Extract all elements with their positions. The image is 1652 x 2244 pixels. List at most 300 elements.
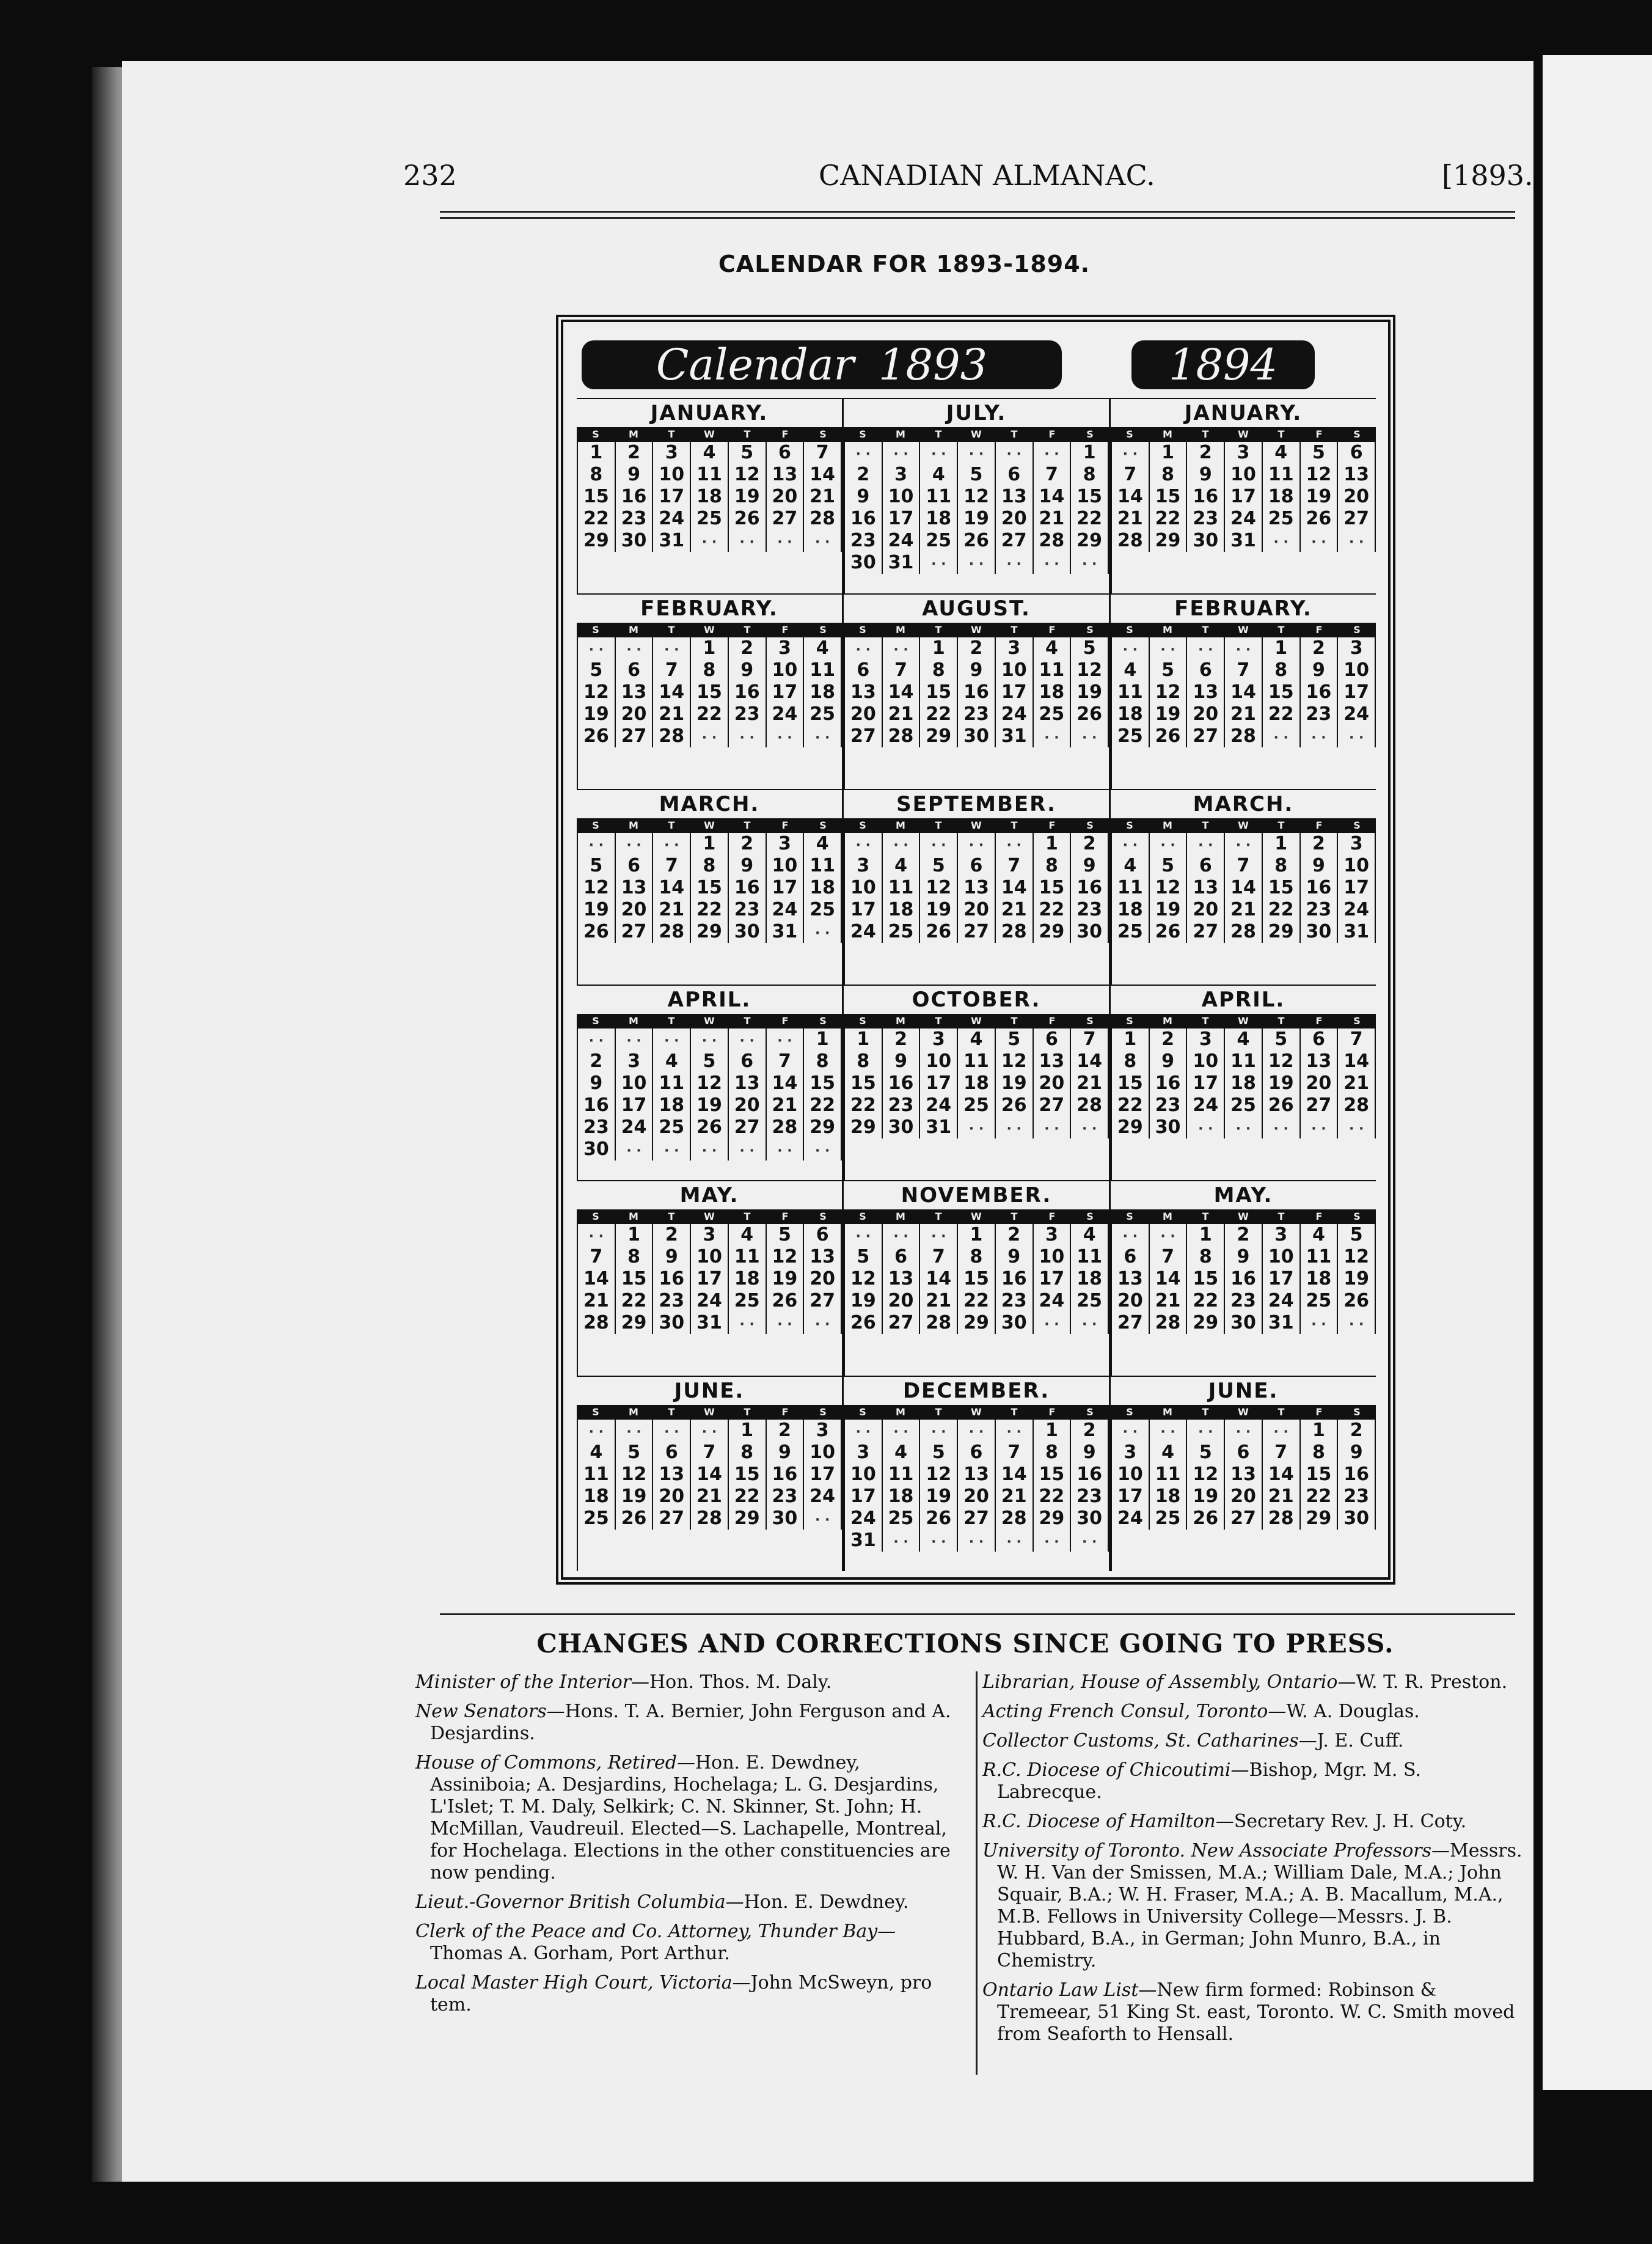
day-number: 6 — [1034, 1028, 1072, 1050]
weekday-row — [1111, 427, 1376, 442]
day-number: 30 — [1338, 1508, 1376, 1530]
day-number: 26 — [616, 1508, 654, 1530]
entry-text: J. E. Cuff. — [1317, 1730, 1404, 1751]
day-number: 3 — [1338, 637, 1376, 659]
weekday-label: W — [971, 428, 982, 440]
day-number: 25 — [578, 1508, 616, 1530]
day-blank — [804, 1138, 842, 1160]
day-number: 5 — [767, 1224, 805, 1246]
day-number: 10 — [691, 1246, 729, 1268]
weekday-label: F — [1315, 624, 1323, 636]
weekday-label: M — [629, 1406, 638, 1418]
day-number: 28 — [883, 725, 921, 747]
day-blank — [767, 1138, 805, 1160]
day-number: 7 — [1071, 1028, 1109, 1050]
day-number: 5 — [1301, 442, 1339, 464]
month-block — [844, 985, 1109, 1180]
weekday-label: W — [704, 624, 715, 636]
day-number: 13 — [1301, 1050, 1339, 1072]
day-number: 1 — [1263, 637, 1301, 659]
day-number: 12 — [996, 1050, 1034, 1072]
day-blank — [1338, 530, 1376, 552]
weekday-label: S — [1353, 1406, 1361, 1418]
month-name: MAY. — [1213, 1183, 1273, 1208]
weekday-label: F — [1048, 624, 1056, 636]
day-number: 2 — [1301, 833, 1339, 855]
day-blank — [804, 530, 842, 552]
weekday-label: W — [1238, 820, 1249, 831]
day-number: 14 — [578, 1268, 616, 1290]
day-number: 14 — [1112, 486, 1150, 508]
day-blank — [845, 833, 883, 855]
day-number: 25 — [1225, 1094, 1263, 1116]
header-rule-2 — [440, 217, 1515, 219]
day-number: 27 — [767, 508, 805, 530]
weekday-label: W — [704, 1015, 715, 1027]
change-entry — [415, 1921, 960, 1965]
day-number: 18 — [1225, 1072, 1263, 1094]
day-number: 1 — [920, 637, 958, 659]
month-name: NOVEMBER. — [901, 1183, 1052, 1208]
entry-text: Hon. E. Dewdney, Assiniboia; A. Desjardins, Hochelaga; L. G. Desjardins, L'Islet; T. M. Daly, Selkirk; C. N. Skinner, St. John; H. McMillan, Vaudreuil. Elected—S. Lachapelle, Montreal, for Hochelaga. Elections in the other constituencies are now pending. — [430, 1752, 951, 1883]
day-number: 12 — [920, 877, 958, 899]
day-number: 26 — [958, 530, 996, 552]
day-number: 24 — [653, 508, 691, 530]
day-blank — [920, 833, 958, 855]
day-number: 7 — [1225, 855, 1263, 877]
day-blank — [653, 1028, 691, 1050]
day-number: 27 — [958, 1508, 996, 1530]
day-number: 11 — [1263, 464, 1301, 486]
day-blank — [767, 725, 805, 747]
day-number: 3 — [1225, 442, 1263, 464]
weekday-label: T — [935, 1015, 942, 1027]
day-blank — [996, 1116, 1034, 1138]
day-number: 1 — [1034, 1420, 1072, 1442]
day-number: 25 — [883, 921, 921, 943]
day-number: 7 — [691, 1442, 729, 1464]
day-number: 2 — [845, 464, 883, 486]
day-blank — [1301, 725, 1339, 747]
day-number: 27 — [616, 725, 654, 747]
day-number: 3 — [691, 1224, 729, 1246]
day-number: 6 — [996, 464, 1034, 486]
weekday-label: T — [935, 428, 942, 440]
day-number: 23 — [845, 530, 883, 552]
day-blank — [1150, 1224, 1188, 1246]
day-number: 22 — [920, 703, 958, 725]
month-block — [577, 789, 842, 985]
day-number: 31 — [1263, 1312, 1301, 1334]
day-blank — [653, 833, 691, 855]
day-number: 2 — [616, 442, 654, 464]
day-number: 1 — [578, 442, 616, 464]
day-blank — [883, 833, 921, 855]
weekday-label: W — [971, 1211, 982, 1222]
day-number: 30 — [767, 1508, 805, 1530]
day-number: 21 — [920, 1290, 958, 1312]
weekday-label: F — [781, 428, 789, 440]
month-name: OCTOBER. — [912, 988, 1041, 1012]
day-number: 5 — [1150, 659, 1188, 681]
day-number: 21 — [1338, 1072, 1376, 1094]
day-number: 18 — [1034, 681, 1072, 703]
month-name: JUNE. — [674, 1379, 745, 1403]
weekday-label: S — [1353, 1015, 1361, 1027]
day-number: 25 — [804, 899, 842, 921]
day-number: 10 — [1187, 1050, 1225, 1072]
day-number: 27 — [1034, 1094, 1072, 1116]
day-number: 3 — [1034, 1224, 1072, 1246]
weekday-label: M — [629, 1015, 638, 1027]
day-blank — [578, 1028, 616, 1050]
changes-left-column — [415, 1671, 960, 2053]
day-number: 17 — [616, 1094, 654, 1116]
day-number: 24 — [1338, 703, 1376, 725]
day-number: 24 — [804, 1486, 842, 1508]
day-number: 15 — [578, 486, 616, 508]
weekday-row — [1111, 818, 1376, 833]
day-number: 21 — [996, 899, 1034, 921]
day-number: 4 — [729, 1224, 767, 1246]
day-number: 17 — [767, 877, 805, 899]
day-number: 4 — [1263, 442, 1301, 464]
day-number: 3 — [920, 1028, 958, 1050]
day-number: 19 — [691, 1094, 729, 1116]
day-number: 20 — [767, 486, 805, 508]
weekday-label: T — [744, 428, 751, 440]
changes-section — [415, 1671, 1527, 2053]
day-number: 4 — [578, 1442, 616, 1464]
weekday-label: T — [744, 1406, 751, 1418]
day-number: 27 — [1187, 725, 1225, 747]
day-blank — [1071, 1530, 1109, 1552]
day-number: 16 — [767, 1464, 805, 1486]
weekday-label: T — [935, 820, 942, 831]
day-number: 1 — [958, 1224, 996, 1246]
month-block — [1111, 398, 1376, 593]
day-number: 10 — [1112, 1464, 1150, 1486]
weekday-label: M — [629, 428, 638, 440]
weekday-row — [844, 623, 1109, 637]
day-number: 9 — [883, 1050, 921, 1072]
day-number: 3 — [1263, 1224, 1301, 1246]
day-blank — [1301, 530, 1339, 552]
weekday-label: S — [819, 1406, 827, 1418]
calendar-column — [577, 398, 842, 1571]
entry-lead: University of Toronto. New Associate Professors— — [982, 1840, 1450, 1861]
weekday-label: F — [1048, 428, 1056, 440]
day-number: 5 — [729, 442, 767, 464]
day-number: 24 — [996, 703, 1034, 725]
day-number: 6 — [729, 1050, 767, 1072]
day-number: 5 — [920, 855, 958, 877]
banner-1894 — [1131, 340, 1315, 389]
day-blank — [1034, 1530, 1072, 1552]
day-number: 22 — [1112, 1094, 1150, 1116]
day-number: 24 — [616, 1116, 654, 1138]
day-number: 27 — [1112, 1312, 1150, 1334]
day-number: 22 — [691, 899, 729, 921]
day-number: 26 — [578, 921, 616, 943]
day-grid — [577, 1420, 842, 1571]
day-blank — [1112, 637, 1150, 659]
day-number: 4 — [1071, 1224, 1109, 1246]
day-number: 24 — [1225, 508, 1263, 530]
day-number: 25 — [1301, 1290, 1339, 1312]
day-number: 23 — [729, 899, 767, 921]
day-blank — [691, 725, 729, 747]
day-number: 24 — [845, 1508, 883, 1530]
weekday-row — [577, 427, 842, 442]
day-number: 28 — [1338, 1094, 1376, 1116]
day-number: 23 — [996, 1290, 1034, 1312]
month-name: MAY. — [679, 1183, 739, 1208]
day-number: 18 — [691, 486, 729, 508]
day-blank — [1071, 1116, 1109, 1138]
weekday-label: M — [896, 1211, 905, 1222]
day-number: 19 — [920, 1486, 958, 1508]
month-name: DECEMBER. — [902, 1379, 1050, 1403]
day-number: 6 — [653, 1442, 691, 1464]
day-number: 7 — [804, 442, 842, 464]
day-number: 22 — [1071, 508, 1109, 530]
day-number: 23 — [1071, 899, 1109, 921]
day-number: 28 — [1071, 1094, 1109, 1116]
column-divider — [976, 1671, 978, 2075]
weekday-label: T — [744, 1015, 751, 1027]
day-number: 20 — [958, 1486, 996, 1508]
day-number: 24 — [920, 1094, 958, 1116]
day-number: 9 — [616, 464, 654, 486]
day-number: 22 — [1263, 703, 1301, 725]
day-number: 17 — [1338, 877, 1376, 899]
day-number: 12 — [1338, 1246, 1376, 1268]
day-number: 13 — [958, 877, 996, 899]
day-blank — [1301, 1312, 1339, 1334]
day-number: 2 — [1150, 1028, 1188, 1050]
entry-text: W. A. Douglas. — [1286, 1701, 1420, 1722]
weekday-label: S — [1086, 1211, 1094, 1222]
day-number: 4 — [1034, 637, 1072, 659]
day-number: 8 — [729, 1442, 767, 1464]
weekday-label: T — [1011, 624, 1018, 636]
weekday-row — [1111, 1405, 1376, 1420]
day-number: 19 — [996, 1072, 1034, 1094]
weekday-label: T — [668, 624, 675, 636]
day-number: 10 — [1338, 855, 1376, 877]
day-number: 22 — [691, 703, 729, 725]
day-number: 15 — [729, 1464, 767, 1486]
day-number: 25 — [1071, 1290, 1109, 1312]
day-number: 29 — [1112, 1116, 1150, 1138]
day-number: 31 — [996, 725, 1034, 747]
day-number: 29 — [958, 1312, 996, 1334]
day-grid — [1111, 1028, 1376, 1180]
day-number: 9 — [1150, 1050, 1188, 1072]
weekday-label: T — [1202, 428, 1209, 440]
weekday-label: T — [1277, 624, 1285, 636]
weekday-row — [577, 623, 842, 637]
day-number: 10 — [616, 1072, 654, 1094]
day-number: 29 — [920, 725, 958, 747]
day-number: 25 — [804, 703, 842, 725]
day-number: 28 — [1112, 530, 1150, 552]
day-number: 14 — [920, 1268, 958, 1290]
day-number: 18 — [804, 681, 842, 703]
day-number: 22 — [1187, 1290, 1225, 1312]
day-number: 1 — [691, 637, 729, 659]
weekday-label: M — [896, 428, 905, 440]
day-blank — [1071, 552, 1109, 574]
day-number: 2 — [729, 637, 767, 659]
change-entry — [982, 1730, 1527, 1752]
day-number: 3 — [653, 442, 691, 464]
day-number: 3 — [883, 464, 921, 486]
day-number: 13 — [653, 1464, 691, 1486]
day-number: 2 — [996, 1224, 1034, 1246]
day-number: 4 — [1112, 659, 1150, 681]
day-number: 3 — [1112, 1442, 1150, 1464]
day-number: 19 — [1263, 1072, 1301, 1094]
day-number: 10 — [996, 659, 1034, 681]
day-number: 4 — [1150, 1442, 1188, 1464]
weekday-label: T — [1202, 1015, 1209, 1027]
day-blank — [920, 552, 958, 574]
day-number: 12 — [578, 877, 616, 899]
day-number: 15 — [1187, 1268, 1225, 1290]
change-entry — [982, 1701, 1527, 1723]
day-number: 30 — [1071, 1508, 1109, 1530]
day-number: 27 — [1338, 508, 1376, 530]
weekday-label: F — [1048, 1015, 1056, 1027]
day-number: 18 — [1150, 1486, 1188, 1508]
weekday-label: W — [971, 820, 982, 831]
day-number: 20 — [996, 508, 1034, 530]
day-number: 29 — [845, 1116, 883, 1138]
weekday-label: M — [896, 1015, 905, 1027]
day-number: 12 — [1150, 877, 1188, 899]
day-number: 11 — [883, 1464, 921, 1486]
day-blank — [1034, 1116, 1072, 1138]
day-number: 14 — [1071, 1050, 1109, 1072]
day-number: 4 — [920, 464, 958, 486]
month-block — [577, 593, 842, 789]
day-number: 20 — [1034, 1072, 1072, 1094]
day-number: 1 — [1150, 442, 1188, 464]
day-number: 24 — [1112, 1508, 1150, 1530]
day-number: 29 — [729, 1508, 767, 1530]
day-number: 4 — [1225, 1028, 1263, 1050]
day-number: 20 — [845, 703, 883, 725]
day-number: 9 — [996, 1246, 1034, 1268]
entry-lead: R.C. Diocese of Hamilton— — [982, 1811, 1234, 1832]
day-number: 22 — [845, 1094, 883, 1116]
weekday-row — [577, 1014, 842, 1028]
day-blank — [578, 833, 616, 855]
weekday-label: F — [1048, 1211, 1056, 1222]
day-number: 3 — [845, 855, 883, 877]
month-block — [844, 398, 1109, 593]
day-blank — [804, 725, 842, 747]
day-number: 19 — [1071, 681, 1109, 703]
weekday-label: T — [1011, 1406, 1018, 1418]
weekday-label: S — [592, 1211, 599, 1222]
day-number: 2 — [883, 1028, 921, 1050]
day-number: 17 — [883, 508, 921, 530]
day-number: 15 — [691, 681, 729, 703]
day-number: 30 — [883, 1116, 921, 1138]
day-number: 14 — [691, 1464, 729, 1486]
day-blank — [1034, 552, 1072, 574]
weekday-label: F — [781, 1406, 789, 1418]
day-number: 8 — [920, 659, 958, 681]
day-blank — [1071, 725, 1109, 747]
month-block — [1111, 985, 1376, 1180]
change-entry — [982, 1759, 1527, 1803]
entry-text: Secretary Rev. J. H. Coty. — [1234, 1811, 1467, 1832]
day-number: 22 — [1150, 508, 1188, 530]
day-number: 9 — [1225, 1246, 1263, 1268]
day-number: 24 — [767, 703, 805, 725]
day-number: 6 — [767, 442, 805, 464]
weekday-label: W — [1238, 624, 1249, 636]
day-number: 27 — [1187, 921, 1225, 943]
month-block — [844, 593, 1109, 789]
day-grid — [1111, 637, 1376, 789]
day-number: 7 — [653, 659, 691, 681]
day-number: 6 — [845, 659, 883, 681]
day-number: 6 — [958, 855, 996, 877]
change-entry — [982, 1671, 1527, 1693]
day-number: 13 — [883, 1268, 921, 1290]
day-blank — [996, 442, 1034, 464]
calendar-grid — [577, 398, 1376, 1571]
day-number: 18 — [1112, 703, 1150, 725]
day-grid — [577, 637, 842, 789]
day-number: 16 — [1187, 486, 1225, 508]
day-number: 24 — [1034, 1290, 1072, 1312]
day-number: 24 — [1187, 1094, 1225, 1116]
day-number: 18 — [804, 877, 842, 899]
change-entry — [415, 1891, 960, 1913]
day-blank — [958, 1116, 996, 1138]
day-number: 3 — [845, 1442, 883, 1464]
day-number: 16 — [729, 877, 767, 899]
day-number: 19 — [1150, 899, 1188, 921]
day-blank — [1338, 725, 1376, 747]
day-number: 17 — [1112, 1486, 1150, 1508]
day-number: 8 — [845, 1050, 883, 1072]
day-number: 26 — [1071, 703, 1109, 725]
weekday-label: M — [629, 820, 638, 831]
day-number: 13 — [1187, 877, 1225, 899]
day-number: 31 — [1225, 530, 1263, 552]
day-blank — [691, 530, 729, 552]
day-number: 28 — [804, 508, 842, 530]
day-grid — [844, 442, 1109, 593]
day-number: 5 — [1150, 855, 1188, 877]
day-number: 8 — [1263, 855, 1301, 877]
day-number: 16 — [729, 681, 767, 703]
entry-lead: Collector Customs, St. Catharines— — [982, 1730, 1317, 1751]
day-number: 5 — [616, 1442, 654, 1464]
day-blank — [958, 1420, 996, 1442]
weekday-row — [1111, 1209, 1376, 1224]
day-blank — [1301, 1116, 1339, 1138]
day-number: 28 — [578, 1312, 616, 1334]
day-blank — [804, 921, 842, 943]
